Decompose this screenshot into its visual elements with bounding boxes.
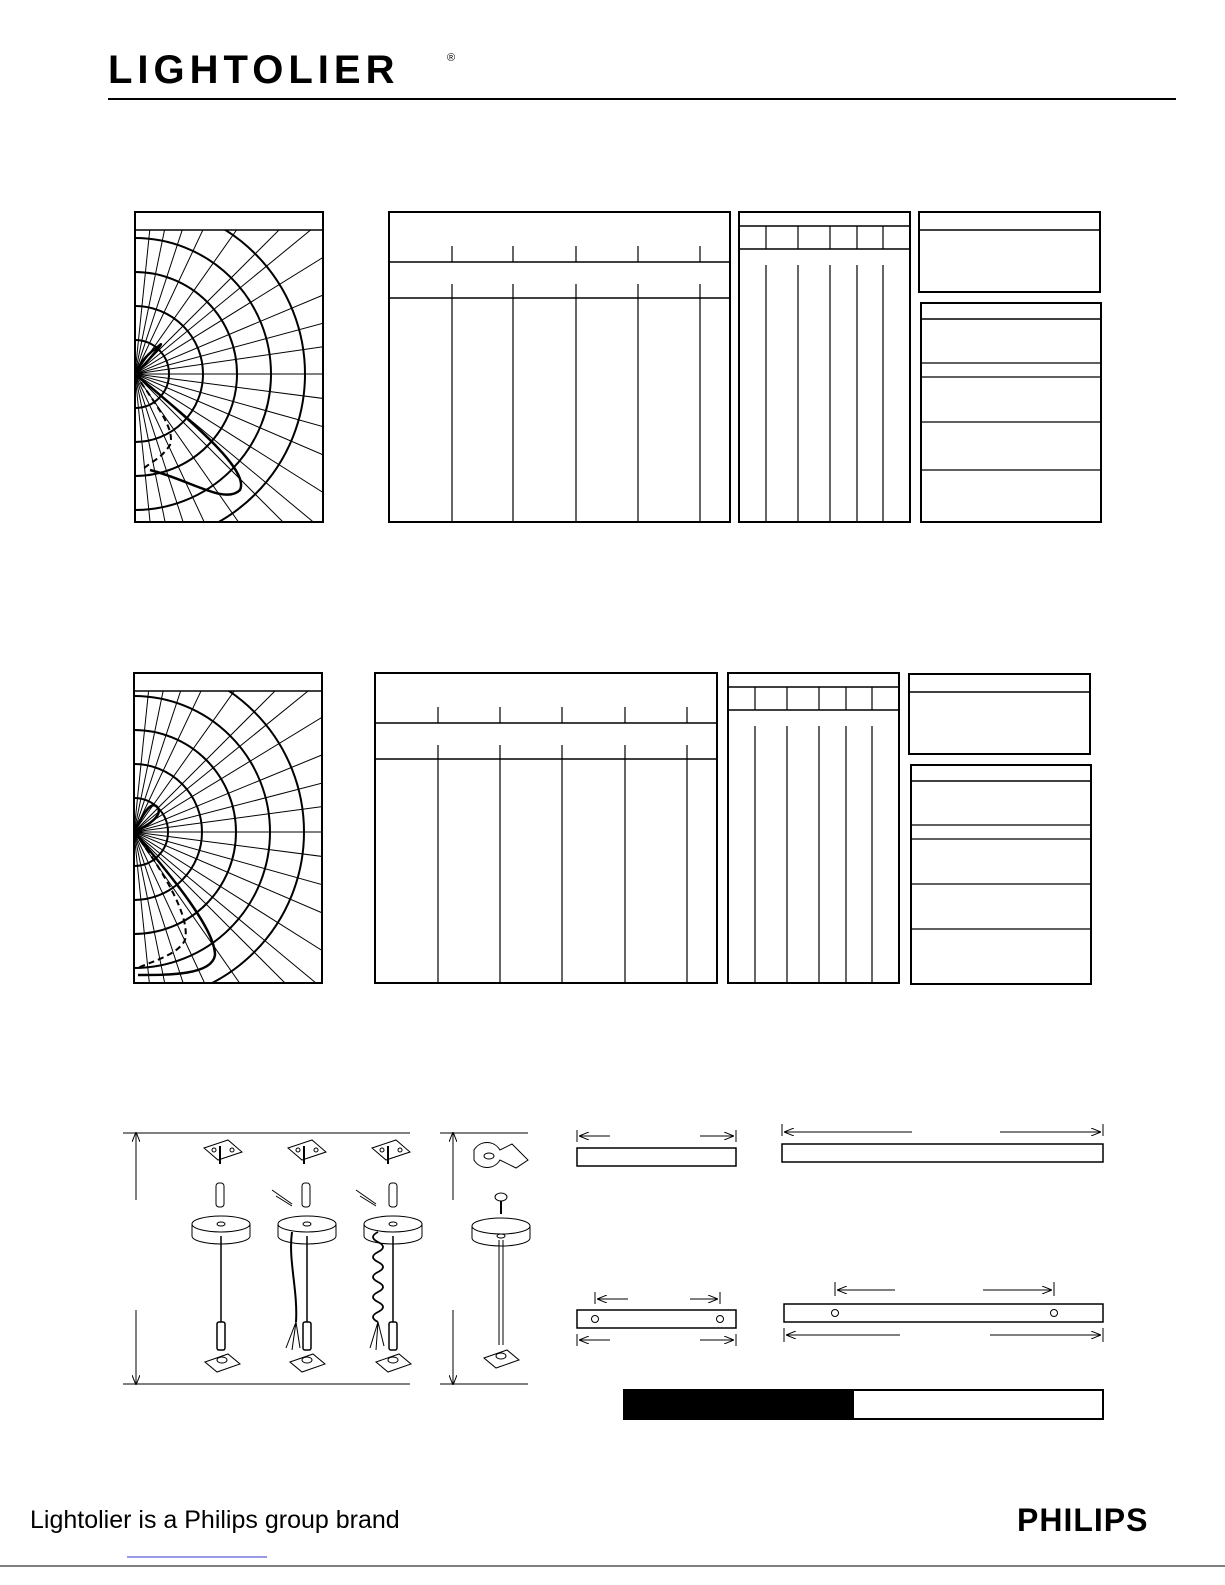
- long-bar-top: [782, 1124, 1103, 1162]
- polar-plot-2: [0, 590, 334, 1078]
- aircraft-cable-kit-b: [272, 1140, 336, 1372]
- footer-tagline: Lightolier is a Philips group brand: [30, 1506, 400, 1534]
- short-bar-bottom: [577, 1292, 736, 1346]
- coefficients-table-1: [739, 212, 910, 522]
- photometric-section-1: [0, 130, 1101, 620]
- coefficients-table-2: [728, 673, 899, 983]
- short-bar-top: [577, 1130, 736, 1166]
- polar-plot-1: [0, 130, 335, 620]
- info-boxes-1: [919, 212, 1101, 522]
- info-boxes-2: [909, 674, 1091, 984]
- dimension-drawings: [577, 1124, 1103, 1346]
- photometric-section-2: [0, 590, 1091, 1078]
- suspension-kits-drawing: [123, 1133, 422, 1384]
- long-bar-bottom: [784, 1282, 1103, 1342]
- registered-mark: ®: [447, 52, 456, 64]
- candlepower-table-2: [375, 673, 717, 983]
- lightolier-logo: LIGHTOLIER: [108, 48, 400, 92]
- aircraft-cable-kit-c: [356, 1140, 422, 1372]
- aircraft-cable-kit-a: [192, 1140, 250, 1372]
- philips-logo: PHILIPS: [1017, 1502, 1149, 1538]
- candlepower-table-1: [389, 212, 730, 522]
- order-info-bar: [624, 1390, 1103, 1419]
- stem-suspension-kit-drawing: [440, 1133, 530, 1384]
